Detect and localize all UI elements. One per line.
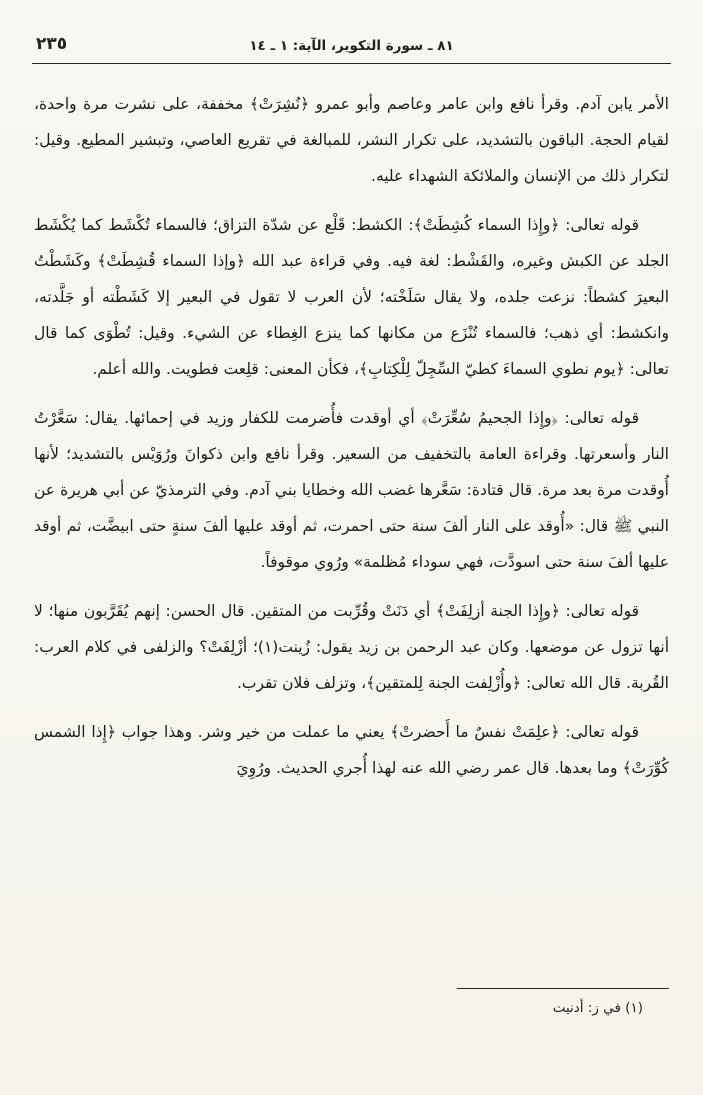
paragraph-4: قوله تعالى: ﴿وإِذا الجنة أزلِفَتْ﴾ أي دَنَتْ وقُرِّبت من المتقين. قال الحسن: إنهم يُقَرَّبون منها؛ لا أنها تزول عن موضعها. وكان عبد الرحمن بن زيد يقول: زُينت(١)؛ أزْلِفَتْ؟ والزلفى في كلام العرب: القُربة. قال الله تعالى: ﴿وأُزْلِفت الجنة لِلمتقين﴾، وتزلف فلان تقرب. <box>34 602 669 692</box>
header-rule <box>32 63 671 64</box>
footnote-area <box>34 988 669 1016</box>
paragraph-5: قوله تعالى: ﴿علِمَتْ نفسٌ ما أَحضرتْ﴾ يعني ما عملت من خير وشر. وهذا جواب ﴿إِذا الشمس كُوِّرَتْ﴾ وما بعدها. قال عمر رضي الله عنه لهذا أُجري الحديث. ورُوِيَ <box>34 723 669 777</box>
paragraph-3: قوله تعالى: ﴿وإِذا الجحيمُ سُعِّرَتْ﴾ أي أوقدت فأُضرمت للكفار وزيد في إحمائها. يقال: سَعَّرْتُ النار وأسعرتها. وقراءة العامة بالتخفيف من السعير. وقرأ نافع وابن ذكوانَ ورُوَيْس بالتشديد؛ لأنها أُوقدت مرة بعد مرة. قال قتادة: سَعَّرها غضب الله وخطايا بني آدم. وفي الترمذيّ عن أبي هريرة عن النبي ﷺ قال: «أُوقد على النار ألفَ سنة حتى احمرت، ثم أوقد عليها ألفَ سنةٍ حتى ابيضَّت، ثم أوقد عليها ألفَ سنة حتى اسودَّت، فهي سوداء مُظلمة» ورُوي موقوفاً. <box>34 409 669 571</box>
footnote-rule <box>457 988 669 989</box>
paragraph-1: الأمر يابن آدم. وقرأ نافع وابن عامر وعاصم وأبو عمرو ﴿نُشِرَتْ﴾ مخففة، على نشرت مرة واحدة، لقيام الحجة. الباقون بالتشديد، على تكرار النشر، للمبالغة في تقريع العاصي، وتبشير المطيع. وقيل: لتكرار ذلك من الإنسان والملائكة الشهداء عليه. <box>34 95 669 185</box>
footnote: (١) في ز: أدنيت <box>552 1000 643 1016</box>
body-text <box>0 86 703 799</box>
header-title: ٨١ ـ سورة التكوير، الآية: ١ ـ ١٤ <box>249 38 454 54</box>
page-number: ٢٣٥ <box>36 34 68 54</box>
paragraph-2: قوله تعالى: ﴿وإِذا السماء كُشِطَتْ﴾: الكشط: قَلْع عن شدّة التزاق؛ فالسماء تُكْشَط كما يُكْشَط الجلد عن الكبش وغيره، والقَشْط: لغة فيه. وفي قراءة عبد الله ﴿وإذا السماء قُشِطَتْ﴾ وكَشَطْتُ البعيرَ كشطاً: نزعت جلده، ولا يقال سَلَخْته؛ لأن العرب لا تقول في البعير إلا كَشَطْته أو جَلَّدته، وانكشط: أي ذهب؛ فالسماء تُنْزَع من مكانها كما ينزع الغِطاء عن الشيء. وقيل: تُطْوَى كما قال تعالى: ﴿يوم نطوي السماءَ كطيّ السِّجِلّ لِلْكِتابِ﴾، فكأن المعنى: قلِعت فطويت. والله أعلم. <box>34 216 669 378</box>
page-header <box>0 0 703 54</box>
